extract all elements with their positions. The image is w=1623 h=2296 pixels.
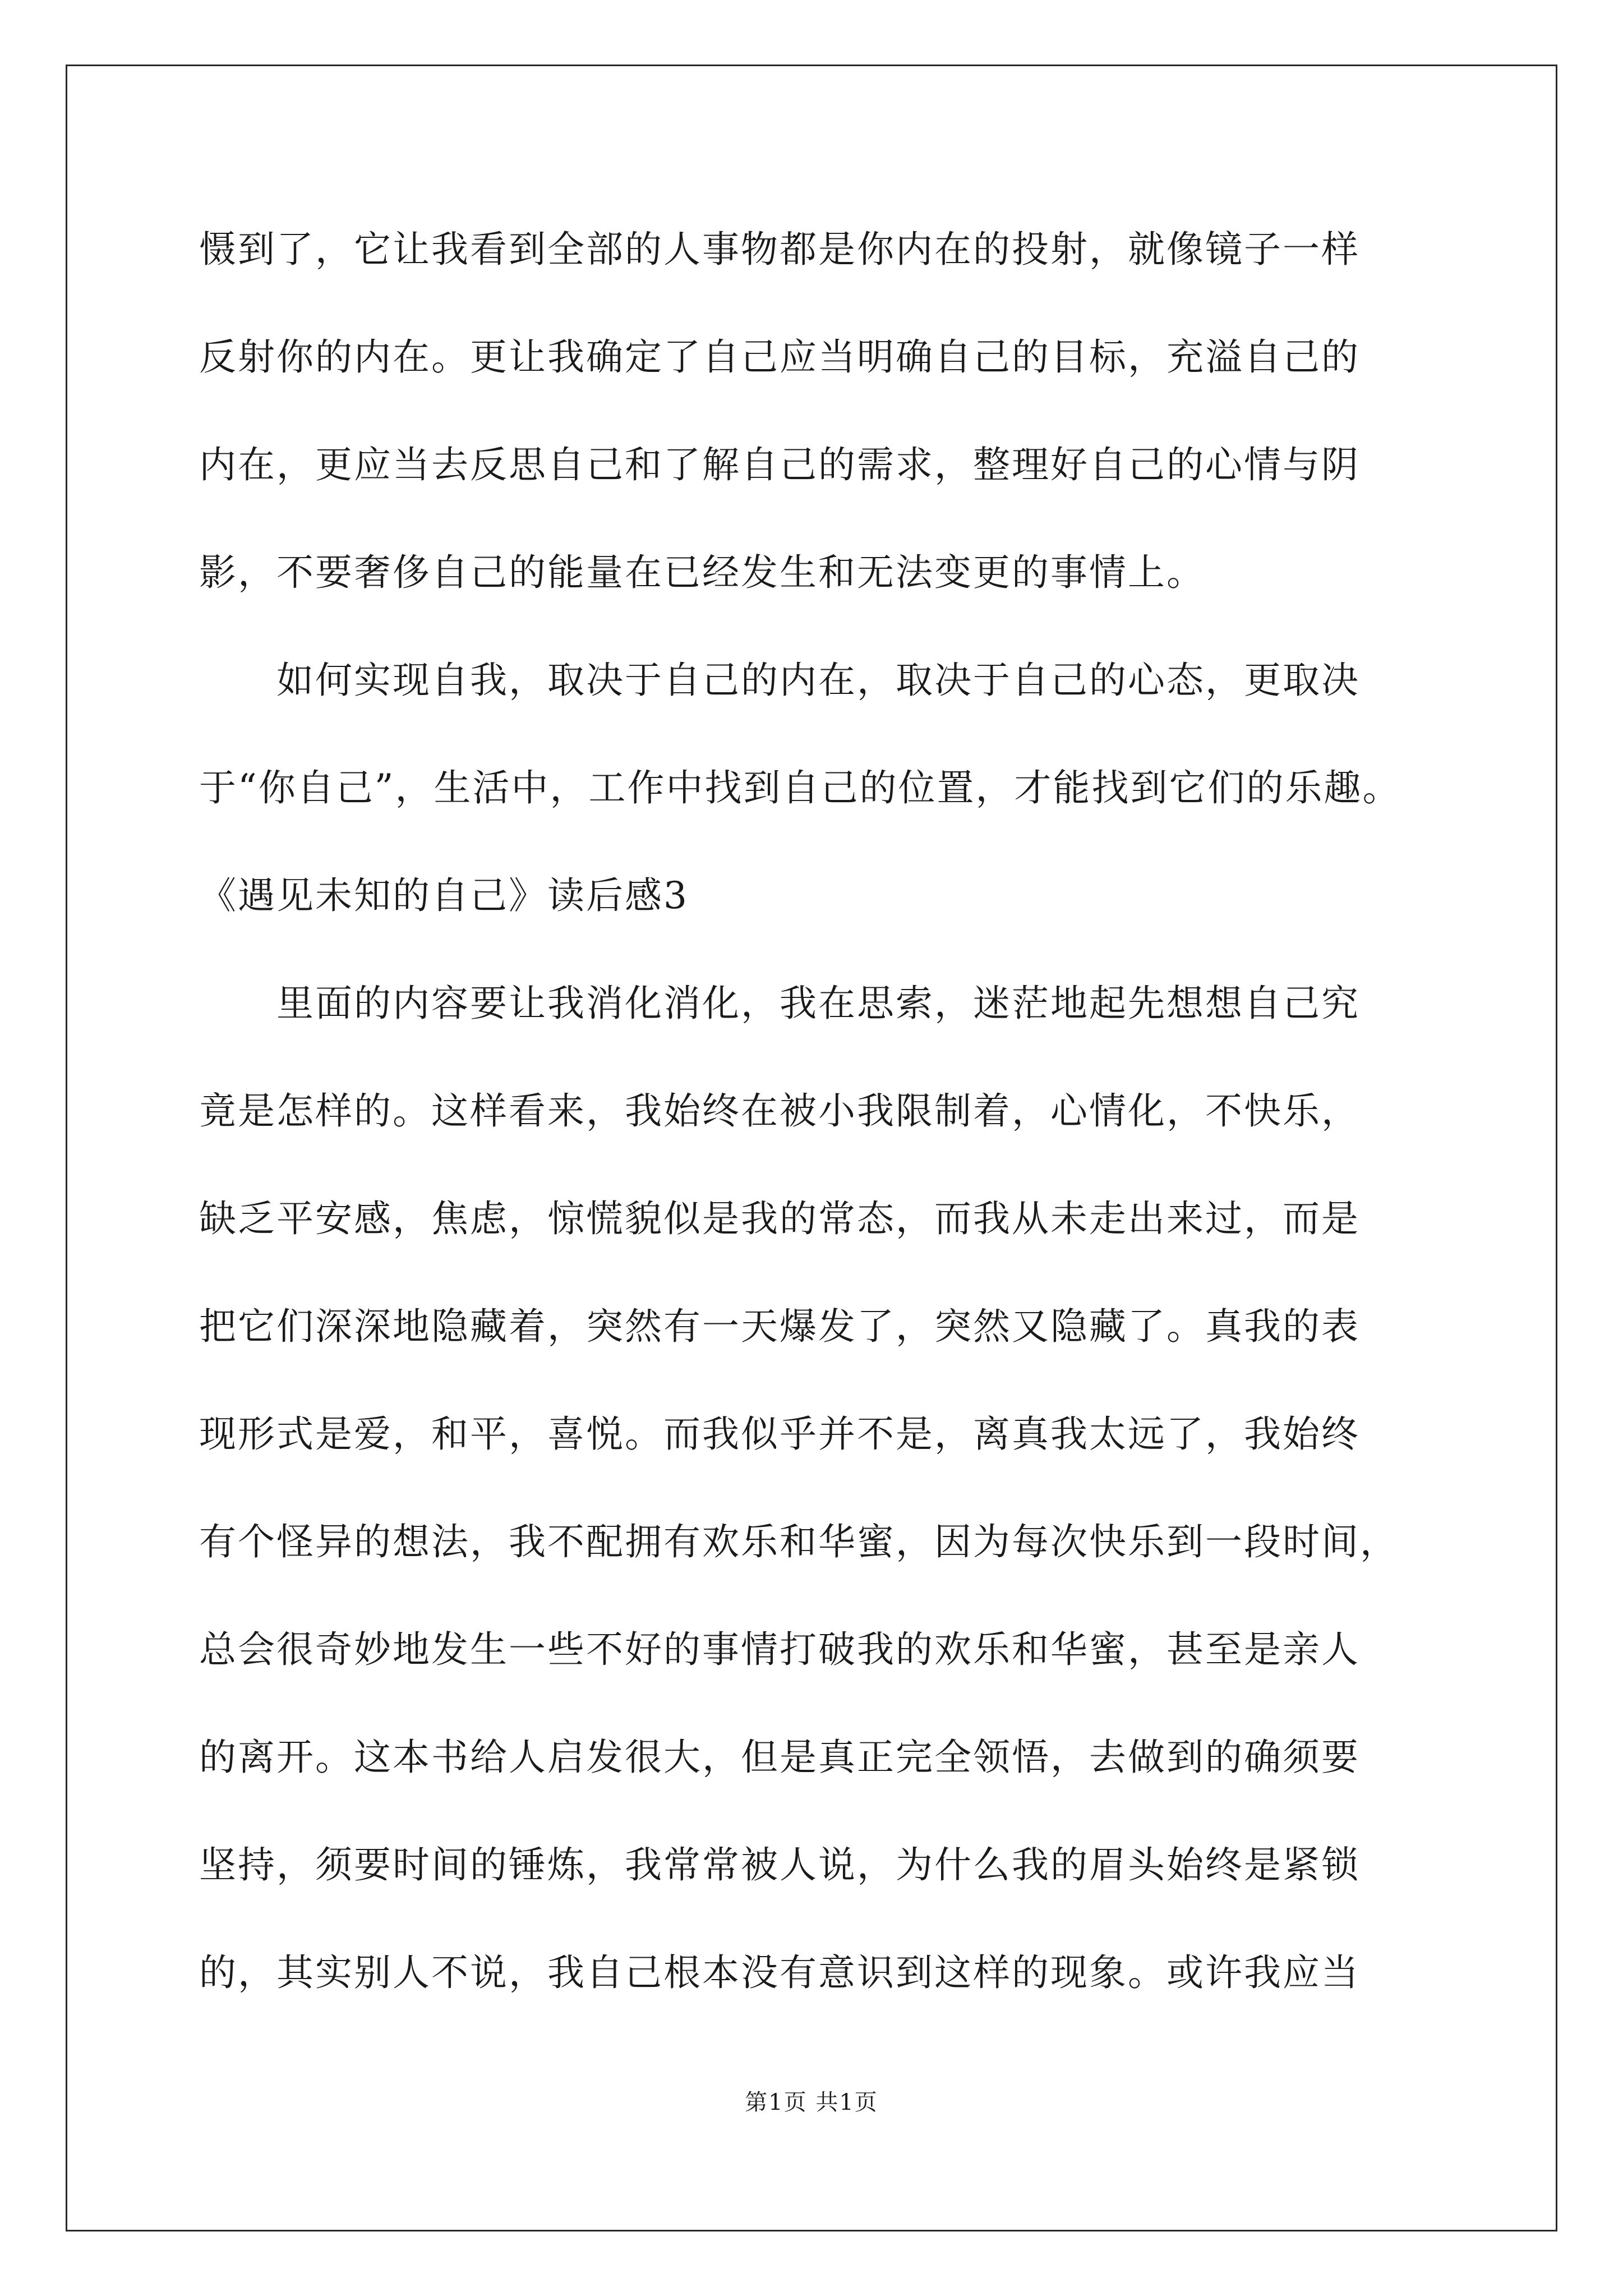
text-line: 的离开。这本书给人启发很大，但是真正完全领悟，去做到的确须要 [199,1736,1360,1779]
section-heading: 《遇见未知的自己》读后感3 [199,874,689,917]
text-line: 把它们深深地隐藏着，突然有一天爆发了，突然又隐藏了。真我的表 [199,1305,1360,1348]
text-line: 的，其实别人不说，我自己根本没有意识到这样的现象。或许我应当 [199,1951,1360,1994]
text-line: 现形式是爱，和平，喜悦。而我似乎并不是，离真我太远了，我始终 [199,1412,1360,1456]
text-line: 缺乏平安感，焦虑，惊慌貌似是我的常态，而我从未走出来过，而是 [199,1197,1360,1240]
text-line: 有个怪异的想法，我不配拥有欢乐和华蜜，因为每次快乐到一段时间， [199,1520,1399,1563]
text-line: 竟是怎样的。这样看来，我始终在被小我限制着，心情化，不快乐， [199,1089,1360,1133]
text-line: 内在，更应当去反思自己和了解自己的需求，整理好自己的心情与阴 [199,443,1360,486]
text-line: 总会很奇妙地发生一些不好的事情打破我的欢乐和华蜜，甚至是亲人 [199,1628,1360,1671]
text-line: 坚持，须要时间的锤炼，我常常被人说，为什么我的眉头始终是紧锁 [199,1843,1360,1887]
text-line: 慑到了，它让我看到全部的人事物都是你内在的投射，就像镜子一样 [199,228,1360,271]
text-line: 于“你自己”，生活中，工作中找到自己的位置，才能找到它们的乐趣。 [199,766,1401,809]
page-footer: 第1页 共1页 [745,2090,878,2115]
text-line: 反射你的内在。更让我确定了自己应当明确自己的目标，充溢自己的 [199,335,1360,379]
paragraph-start-line: 里面的内容要让我消化消化，我在思索，迷茫地起先想想自己究 [276,982,1360,1025]
document-body [199,216,1433,2047]
paragraph-start-line: 如何实现自我，取决于自己的内在，取决于自己的心态，更取决 [276,659,1360,702]
text-line: 影，不要奢侈自己的能量在已经发生和无法变更的事情上。 [199,551,1205,594]
